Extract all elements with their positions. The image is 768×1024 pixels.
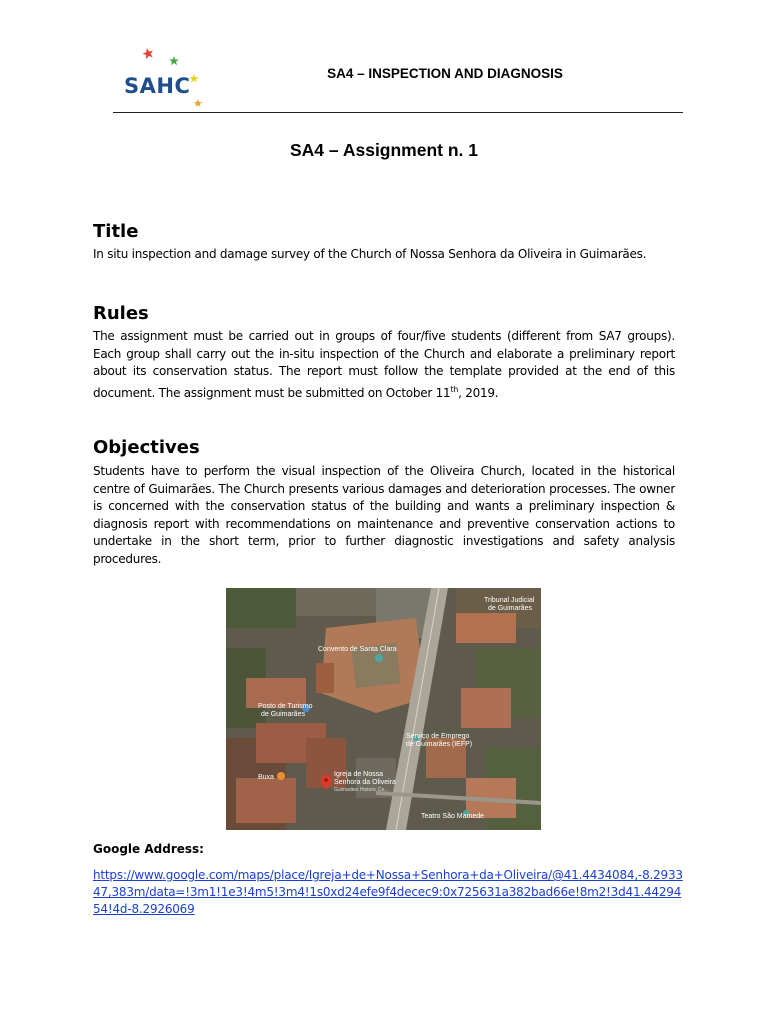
svg-text:Guimarães Historic Ce...: Guimarães Historic Ce... [334,787,389,793]
map-graphic [226,588,541,830]
sahc-logo [118,44,210,112]
map-label-servico: Serviço de Emprego [406,733,470,740]
header-divider [113,112,683,113]
rules-body-end: , 2019. [458,385,499,400]
rules-body-sup: th [450,384,459,394]
title-body: In situ inspection and damage survey of the Church of Nossa Senhora da Oliveira in Guimarães. [93,247,647,261]
svg-text:de Guimarães: de Guimarães [261,711,305,718]
objectives-heading: Objectives [93,437,200,458]
map-label-buxa: Buxa [258,774,274,781]
map-label-teatro: Teatro São Mamede [421,813,485,820]
google-address-label: Google Address: [93,842,204,856]
rules-heading: Rules [93,303,149,324]
header-title: SA4 – INSPECTION AND DIAGNOSIS [327,66,563,81]
map-label-posto: Posto de Turismo [258,703,313,710]
svg-text:de Guimarães: de Guimarães [488,605,532,612]
title-heading: Title [93,221,139,242]
objectives-body: Students have to perform the visual inspection of the Oliveira Church, located in the historical centre of Guimarães. The Church presents various damages and deterioration processes. The owner is concerned with the conservation status of the building and wants a preliminary inspection & diagnosis report with recommendations on maintenance and preventive conservation actions to undertake in the short term, prior to further diagnostic investigations and safety analysis procedures. [93,464,675,566]
rules-body-text: The assignment must be carried out in groups of four/five students (different from SA7 groups). Each group shall carry out the in-situ inspection of the Church and elaborate a preliminary report about its conservation status. The report must follow the template provided at the end of this document. The assignment must be submitted on October 11 [93,329,675,400]
rules-body [93,328,675,402]
google-maps-link[interactable]: https://www.google.com/maps/place/Igreja+de+Nossa+Senhora+da+Oliveira/@41.4434084,-8.293347,383m/data=!3m1!1e3!4m5!3m4!1s0xd24efe9f4decec9:0x725631a382bad66e!8m2!3d41.4429454!4d-8.2926069 [93,868,683,916]
logo-text: SAHC [124,74,191,98]
map-label-igreja: Igreja de Nossa [334,771,384,778]
svg-text:Senhora da Oliveira: Senhora da Oliveira [334,779,396,786]
satellite-map [226,588,541,830]
map-label-tribunal: Tribunal Judicial [484,597,535,604]
svg-text:de Guimarães (IEFP): de Guimarães (IEFP) [406,741,473,748]
map-label-convento: Convento de Santa Clara [318,646,397,653]
document-title: SA4 – Assignment n. 1 [289,140,478,160]
